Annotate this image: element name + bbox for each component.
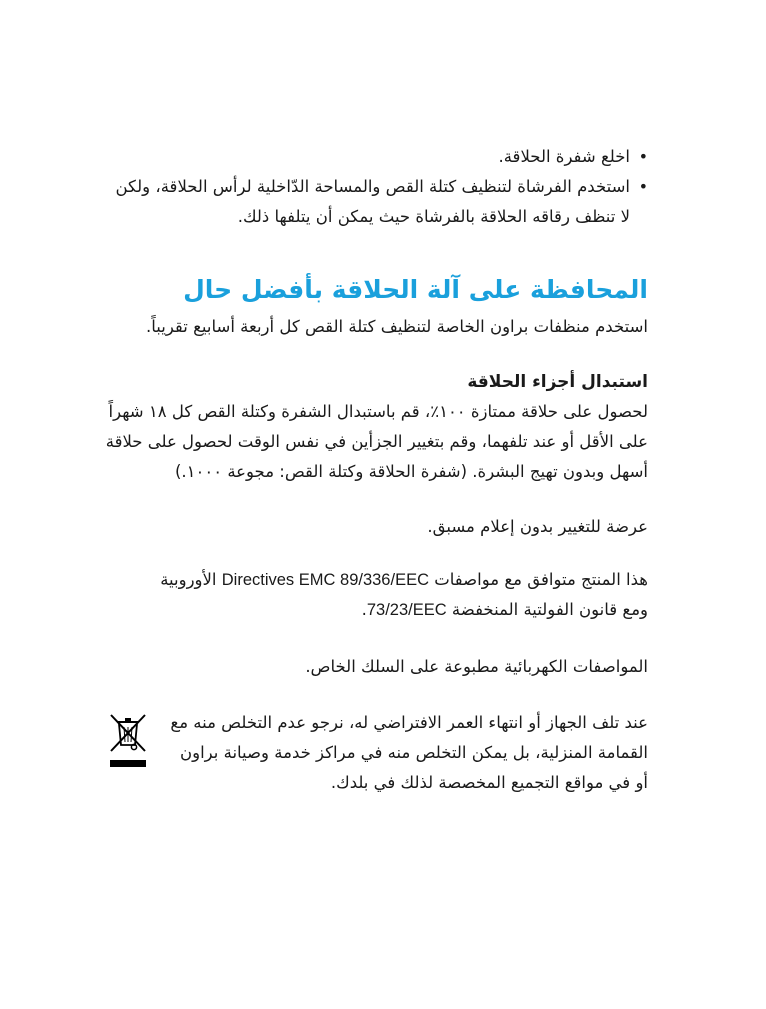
crossed-out-wheelie-bin-icon — [108, 712, 148, 770]
compliance-text: الأوروبية — [160, 570, 222, 589]
care-heading: المحافظة على آلة الحلاقة بأفضل حال — [183, 275, 648, 304]
change-notice — [108, 512, 648, 542]
care-intro — [108, 312, 648, 342]
bullet-icon: • — [638, 177, 648, 196]
paragraph-line: أسهل وبدون تهيج البشرة. (شفرة الحلاقة وكتلة القص: مجوعة ١٠٠٠.) — [174, 462, 648, 481]
care-intro-text: استخدم منظفات براون الخاصة لتنظيف كتلة القص كل أربعة أسابيع تقريباً. — [145, 317, 648, 336]
compliance-paragraph — [108, 565, 648, 625]
list-item — [108, 172, 648, 232]
bullet-line: استخدم الفرشاة لتنظيف كتلة القص والمساحة الدّاخلية لرأس الحلاقة، ولكن — [115, 177, 630, 196]
compliance-text: . — [361, 600, 367, 619]
electrical-specs — [108, 652, 648, 682]
paragraph-line: القمامة المنزلية، بل يمكن التخلص منه في مراكز خدمة وصيانة براون — [179, 743, 648, 762]
paragraph-line: عند تلف الجهاز أو انتهاء العمر الافتراضي له، نرجو عدم التخلص منه مع — [170, 713, 648, 732]
notice-text: عرضة للتغيير بدون إعلام مسبق. — [427, 517, 648, 536]
paragraph-line: أو في مواقع التجميع المخصصة لذلك في بلدك. — [330, 773, 648, 792]
bullet-line: لا تنظف رقاقه الحلاقة بالفرشاة حيث يمكن أن يتلفها ذلك. — [237, 207, 630, 226]
specs-text: المواصفات الكهربائية مطبوعة على السلك الخاص. — [305, 657, 648, 676]
compliance-text: ومع قانون الفولتية المنخفضة — [446, 600, 648, 619]
paragraph-line: على الأقل أو عند تلفهما، وقم بتغيير الجزأين في نفس الوقت لحصول على حلاقة — [105, 432, 648, 451]
directive-code: Directives EMC 89/336/EEC — [221, 571, 429, 589]
disposal-paragraph — [170, 708, 648, 798]
list-item — [108, 142, 648, 172]
directive-code: 73/23/EEC — [366, 601, 447, 619]
paragraph-line — [108, 595, 648, 625]
paragraph-line: لحصول على حلاقة ممتازة ١٠٠٪، قم باستبدال الشفرة وكتلة القص كل ١٨ شهراً — [108, 402, 648, 421]
parts-paragraph — [105, 397, 648, 487]
bullet-icon: • — [638, 147, 648, 166]
parts-heading: استبدال أجزاء الحلاقة — [467, 372, 648, 392]
cleaning-bullet-list — [108, 142, 648, 232]
compliance-text: هذا المنتج متوافق مع مواصفات — [429, 570, 648, 589]
paragraph-line — [108, 565, 648, 595]
bullet-line: اخلع شفرة الحلاقة. — [498, 147, 630, 166]
